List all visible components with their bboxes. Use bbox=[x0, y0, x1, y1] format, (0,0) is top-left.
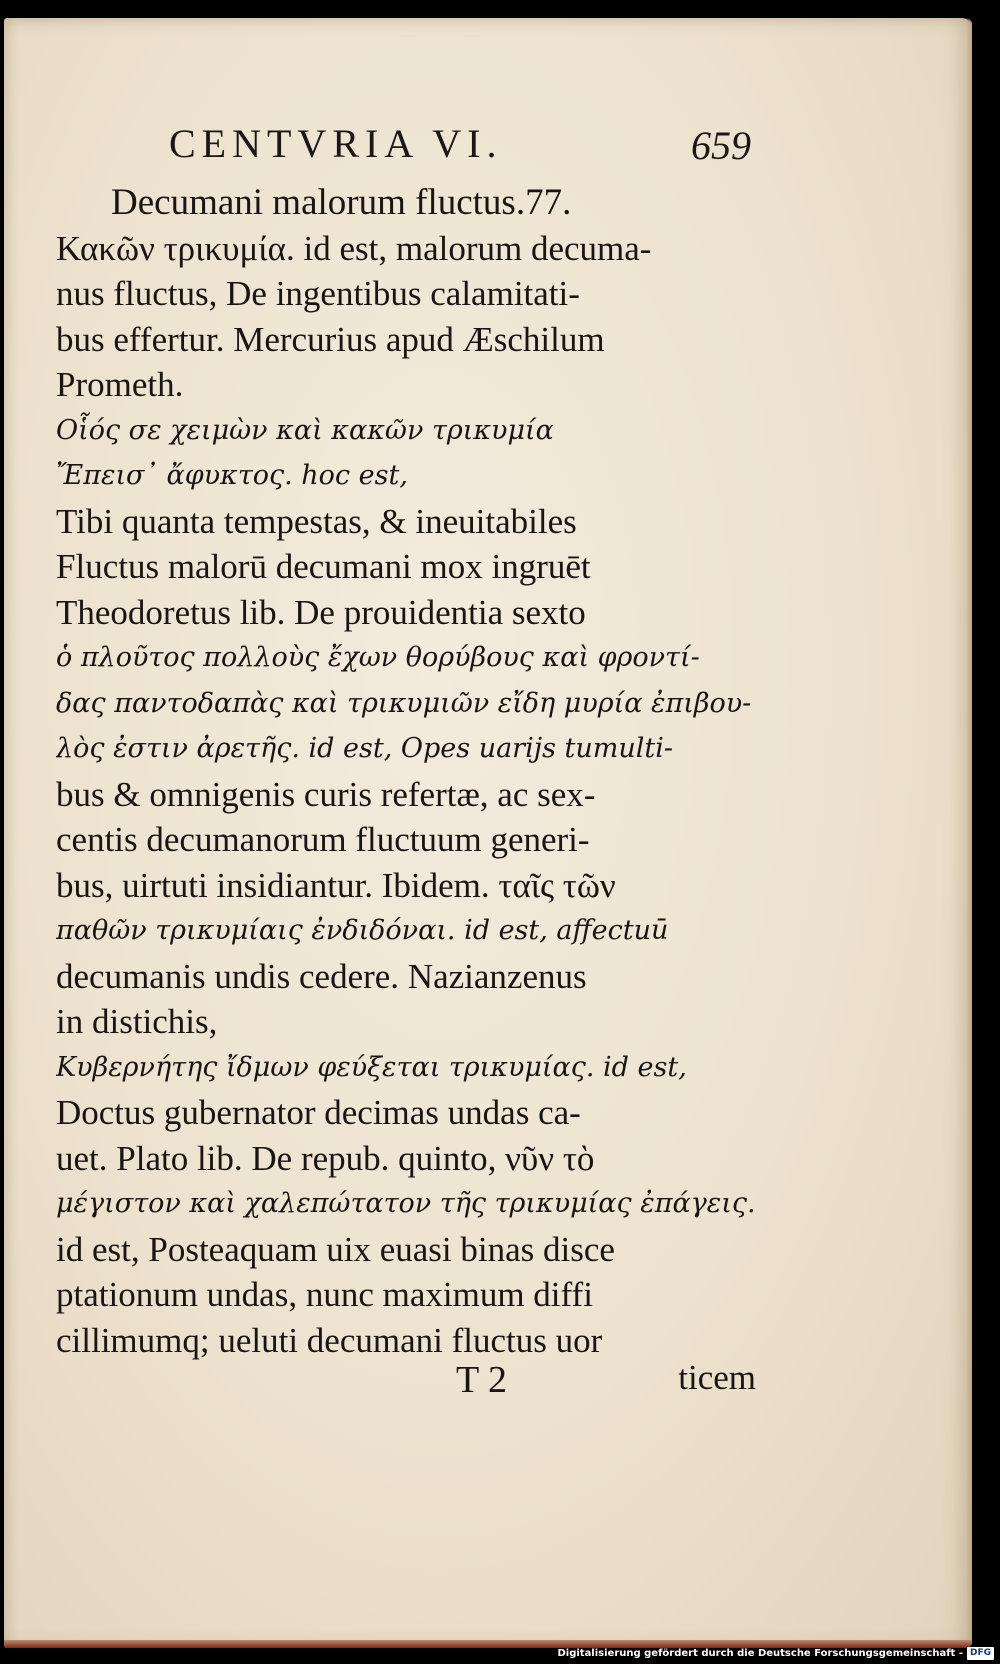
page-number: 659 bbox=[691, 123, 751, 168]
text-line: Κακῶν τρικυμία. id est, malorum decuma- bbox=[56, 228, 652, 268]
text-line: uet. Plato lib. De repub. quinto, νῦν τὸ bbox=[56, 1138, 595, 1178]
text-line: bus & omnigenis curis refertæ, ac sex- bbox=[56, 774, 596, 814]
text-line: decumanis undis cedere. Nazianzenus bbox=[56, 956, 587, 996]
text-line: Κυβερνήτης ἴδμων φεύξεται τρικυμίας. id est, bbox=[56, 1051, 687, 1083]
text-line: Fluctus malorū decumani mox ingruēt bbox=[56, 547, 591, 586]
body-text bbox=[56, 180, 756, 1363]
signature-mark: T 2 bbox=[456, 1359, 508, 1401]
text-line: Prometh. bbox=[56, 365, 184, 404]
text-line: ptationum undas, nunc maximum diffi bbox=[56, 1275, 593, 1314]
page-footer bbox=[56, 1358, 756, 1408]
page-header bbox=[169, 120, 751, 170]
text-line: Οἷός σε χειμὼν καὶ κακῶν τρικυμία bbox=[56, 414, 554, 446]
text-line: παθῶν τρικυμίαις ἐνδιδόναι. id est, affectuū bbox=[56, 915, 669, 946]
dfg-logo[interactable]: DFG bbox=[967, 1647, 994, 1660]
text-line: bus, uirtuti insidiantur. Ibidem. ταῖς τῶν bbox=[56, 865, 616, 905]
text-line: in distichis, bbox=[56, 1002, 218, 1041]
text-line: Decumani malorum fluctus.77. bbox=[111, 182, 572, 223]
text-line: cillimumq; ueluti decumani fluctus uor bbox=[56, 1320, 603, 1360]
text-line: nus fluctus, De ingentibus calamitati- bbox=[56, 274, 580, 313]
text-line: bus effertur. Mercurius apud Æschilum bbox=[56, 319, 605, 359]
dfg-credit-bar bbox=[557, 1644, 994, 1662]
text-line: ὁ πλοῦτος πολλοὺς ἔχων θορύβους καὶ φροντί- bbox=[56, 642, 700, 673]
running-head: CENTVRIA VI. bbox=[169, 121, 503, 166]
text-line: id est, Posteaquam uix euasi binas disce bbox=[56, 1229, 615, 1269]
book-page bbox=[4, 18, 972, 1648]
catchword: ticem bbox=[678, 1358, 756, 1397]
text-line: Ἔπεισ᾽ ἄφυκτος. hoc est, bbox=[56, 460, 408, 491]
text-line: Tibi quanta tempestas, & ineuitabiles bbox=[56, 501, 577, 541]
text-line: Theodoretus lib. De prouidentia sexto bbox=[56, 592, 586, 632]
text-line: μέγιστον καὶ χαλεπώτατον τῆς τρικυμίας ἐπάγεις. bbox=[56, 1188, 756, 1219]
text-line: centis decumanorum fluctuum generi- bbox=[56, 820, 590, 859]
text-line: Doctus gubernator decimas undas ca- bbox=[56, 1093, 581, 1132]
text-line: λὸς ἐστιν ἀρετῆς. id est, Opes uarijs tumulti- bbox=[56, 733, 674, 764]
page-edge-shadow bbox=[966, 18, 972, 1648]
text-line: δας παντοδαπὰς καὶ τρικυμιῶν εἴδη μυρία ἐπιβου- bbox=[56, 687, 752, 719]
dfg-credit-text: Digitalisierung gefördert durch die Deutsche Forschungsgemeinschaft - bbox=[557, 1647, 963, 1659]
